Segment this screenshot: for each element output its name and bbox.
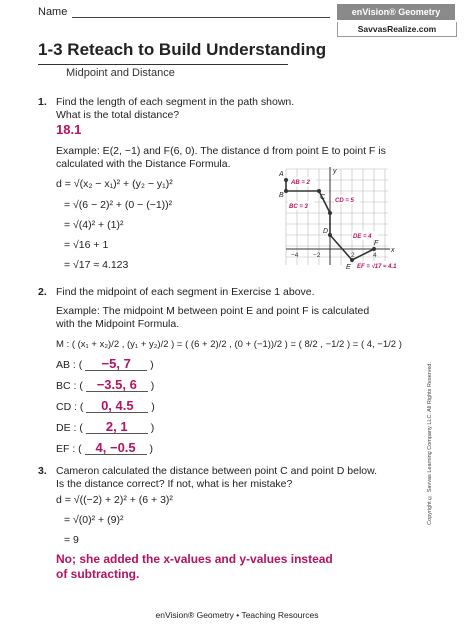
title-rule	[38, 64, 288, 65]
q3-step-2: = √(0)² + (9)²	[64, 514, 124, 526]
q3-number: 3.	[38, 465, 47, 477]
q2-answer-bc: −3.5, 6	[86, 378, 148, 392]
label-y: y	[333, 168, 337, 175]
point-a	[284, 178, 288, 182]
q1-step-5: = √17 ≈ 4.123	[64, 259, 129, 271]
point-b	[284, 189, 288, 193]
point-d	[328, 233, 332, 237]
label-b: B	[279, 192, 284, 199]
q1-answer: 18.1	[56, 122, 82, 137]
q3-step-1: d = √((−2) + 2)² + (6 + 3)²	[56, 494, 173, 506]
label-e: E	[346, 264, 351, 271]
brand-url: SavvasRealize.com	[337, 22, 457, 37]
q2-close-paren: )	[149, 443, 154, 455]
label-bc: BC = 3	[289, 204, 308, 210]
q2-seg-label: DE : (	[56, 422, 83, 434]
tick-2: 2	[351, 252, 355, 259]
point-f	[372, 247, 376, 251]
q2-answer-ef: 4, −0.5	[85, 441, 147, 455]
brand-badge: enVision® Geometry	[337, 4, 455, 20]
label-c: C	[320, 194, 326, 201]
tick-m2: −2	[313, 252, 321, 259]
q2-row-ef	[56, 441, 153, 456]
q2-line1: Find the midpoint of each segment in Exercise 1 above.	[56, 286, 315, 298]
q2-formula: M : ( (x₁ + x₂)/2 , (y₁ + y₂)/2 ) = ( (6 + 2)/2 , (0 + (−1))/2 ) = ( 8/2 , −1/2 ) = ( 4, −1/2 )	[56, 339, 402, 350]
page-title: 1-3 Reteach to Build Understanding	[38, 40, 327, 59]
q3-step-3: = 9	[64, 534, 79, 546]
q2-answer-ab: −5, 7	[85, 357, 147, 371]
q1-step-2: = √(6 − 2)² + (0 − (−1))²	[64, 199, 173, 211]
q1-line1: Find the length of each segment in the path shown.	[56, 96, 295, 108]
q1-number: 1.	[38, 96, 47, 108]
q2-close-paren: )	[151, 401, 155, 413]
q2-answer-cd: 0, 4.5	[86, 399, 148, 413]
q3-line1: Cameron calculated the distance between point C and point D below.	[56, 465, 378, 477]
q2-row-bc	[56, 378, 154, 393]
q2-row-cd	[56, 399, 155, 414]
label-ab: AB = 2	[291, 180, 310, 186]
q1-example-line1: Example: E(2, −1) and F(6, 0). The distance d from point E to point F is	[56, 145, 386, 157]
point-d-top	[328, 211, 332, 215]
page-footer: enVision® Geometry • Teaching Resources	[155, 610, 319, 620]
q3-line2: Is the distance correct? If not, what is her mistake?	[56, 478, 293, 490]
q2-number: 2.	[38, 286, 47, 298]
q1-step-4: = √16 + 1	[64, 239, 109, 251]
label-cd: CD = 5	[335, 198, 354, 204]
label-ef: EF = √17 ≈ 4.1	[357, 264, 397, 270]
copyright-notice: Copyright © Savvas Learning Company LLC. All Rights Reserved.	[427, 362, 433, 525]
coordinate-graph	[278, 165, 428, 275]
q2-row-de	[56, 420, 154, 435]
q2-seg-label: BC : (	[56, 380, 83, 392]
label-d: D	[323, 228, 329, 235]
q2-answer-de: 2, 1	[86, 420, 148, 434]
q2-seg-label: EF : (	[56, 443, 82, 455]
q3-answer-line1: No; she added the x-values and y-values instead	[56, 552, 333, 566]
page-subtitle: Midpoint and Distance	[66, 67, 175, 79]
name-label: Name	[38, 6, 68, 18]
q2-seg-label: AB : (	[56, 359, 83, 371]
tick-4: 4	[373, 252, 377, 259]
point-c	[317, 189, 321, 193]
q2-row-ab	[56, 357, 154, 372]
q1-line2: What is the total distance?	[56, 109, 180, 121]
q2-seg-label: CD : (	[56, 401, 84, 413]
label-x: x	[391, 247, 395, 254]
q2-close-paren: )	[150, 380, 155, 392]
name-line	[72, 17, 330, 18]
q1-step-3: = √(4)² + (1)²	[64, 219, 124, 231]
q3-answer-line2: of subtracting.	[56, 567, 140, 581]
q1-step-1: d = √(x₂ − x₁)² + (y₂ − y₁)²	[56, 178, 173, 190]
q2-close-paren: )	[150, 359, 154, 371]
q2-close-paren: )	[150, 422, 155, 434]
label-de: DE = 4	[353, 234, 372, 240]
label-f: F	[374, 240, 379, 247]
q2-example-line1: Example: The midpoint M between point E and point F is calculated	[56, 305, 370, 317]
tick-m4: −4	[291, 252, 299, 259]
label-a: A	[279, 171, 284, 178]
q1-example-line2: calculated with the Distance Formula.	[56, 158, 231, 170]
q2-example-line2: with the Midpoint Formula.	[56, 318, 180, 330]
